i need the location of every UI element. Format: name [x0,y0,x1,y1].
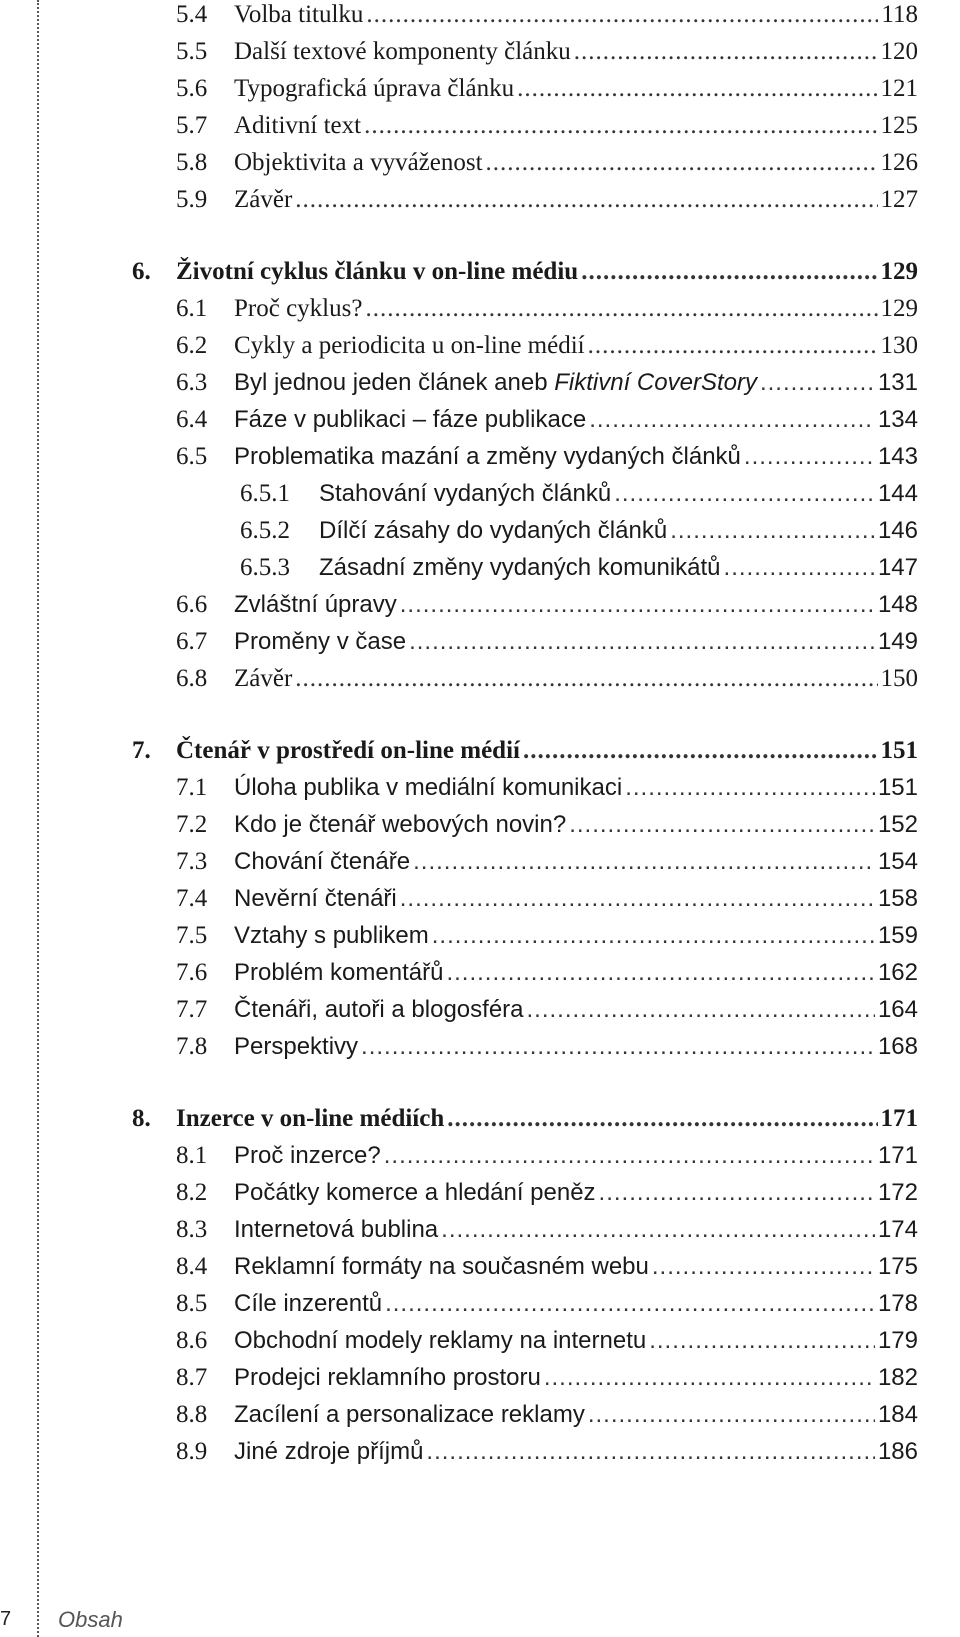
toc-subentry[interactable] [240,550,918,586]
toc-page: 186 [877,1438,918,1465]
toc-number: 7.5 [176,922,208,949]
toc-title: Čtenář v prostředí on-line médií [176,737,520,764]
toc-entry[interactable] [176,807,918,843]
toc-number: 5.4 [176,1,208,28]
toc-page: 154 [877,848,918,875]
toc-number: 6.5.3 [240,554,290,581]
toc-entry[interactable] [176,402,918,438]
toc-title: Proměny v čase [234,628,407,655]
toc-title: Jiné zdroje příjmů [234,1438,424,1465]
dot-leader [400,881,875,917]
toc-page: 151 [877,774,918,801]
dot-leader [446,955,875,991]
toc-entry[interactable] [176,328,918,364]
toc-title: Závěr [234,186,293,213]
toc-number: 5.5 [176,38,208,65]
toc-subentry[interactable] [240,476,918,512]
toc-number: 7.2 [176,811,208,838]
toc-page: 152 [877,811,918,838]
dot-leader [365,291,877,327]
toc-page: 151 [880,737,918,764]
toc-chapter-entry[interactable] [132,733,918,769]
toc-title: Závěr [234,665,293,692]
dot-leader [486,145,878,181]
toc-entry[interactable] [176,1397,918,1433]
dot-leader [569,807,875,843]
toc-title: Úloha publika v mediální komunikaci [234,774,623,801]
toc-number: 6.7 [176,628,208,655]
toc-title: Inzerce v on-line médiích [176,1105,445,1132]
toc-page: 171 [877,1142,918,1169]
toc-page: 168 [877,1033,918,1060]
toc-entry[interactable] [176,291,918,327]
dot-leader [744,439,875,475]
running-head: Obsah [58,1607,123,1632]
toc-page: 127 [880,186,918,213]
toc-page: 182 [877,1364,918,1391]
toc-title: Dílčí zásahy do vydaných článků [319,517,668,544]
toc-page: 147 [877,554,918,581]
toc-title: Proč inzerce? [234,1142,381,1169]
dot-leader [295,661,877,697]
toc-number: 7.4 [176,885,208,912]
toc-title: Problematika mazání a změny vydaných článků [234,443,741,470]
toc-page: 130 [880,332,918,359]
toc-title: Objektivita a vyváženost [234,149,483,176]
toc-entry[interactable] [176,624,918,660]
toc-page: 120 [880,38,918,65]
page-number: 7 [0,1608,12,1630]
toc-entry[interactable] [176,1249,918,1285]
toc-title: Problém komentářů [234,959,444,986]
toc-entry[interactable] [176,145,918,181]
dot-leader [599,1175,875,1211]
toc-title [234,365,757,401]
dot-leader [625,770,875,806]
toc-number: 6.2 [176,332,208,359]
toc-title: Perspektivy [234,1033,359,1060]
toc-page: 118 [881,1,918,28]
toc-number: 7.3 [176,848,208,875]
toc-page: 174 [877,1216,918,1243]
toc-page: 131 [877,369,918,396]
toc-number: 6.3 [176,369,208,396]
toc-title: Nevěrní čtenáři [234,885,397,912]
toc-number: 8.5 [176,1290,208,1317]
toc-title: Další textové komponenty článku [234,38,571,65]
toc-entry[interactable] [176,1212,918,1248]
toc-title: Obchodní modely reklamy na internetu [234,1327,647,1354]
dot-leader [366,0,878,33]
dot-leader [413,844,875,880]
toc-title: Cykly a periodicita u on-line médií [234,332,585,359]
dot-leader [670,513,875,549]
toc-title: Prodejci reklamního prostoru [234,1364,541,1391]
toc-entry[interactable] [176,1175,918,1211]
toc-title: Fáze v publikaci – fáze publikace [234,406,587,433]
toc-number: 6.5 [176,443,208,470]
toc-entry[interactable] [176,439,918,475]
toc-number: 6. [132,258,151,285]
toc-page: 175 [877,1253,918,1280]
toc-page: 179 [877,1327,918,1354]
toc-title: Chování čtenáře [234,848,411,875]
toc-title-italic: Fiktivní CoverStory [554,369,757,396]
toc-title: Aditivní text [234,112,362,139]
toc-page: 125 [880,112,918,139]
dot-leader [441,1212,875,1248]
dot-leader [588,1397,875,1433]
toc-entry[interactable] [176,1138,918,1174]
toc-title: Čtenáři, autoři a blogosféra [234,996,524,1023]
toc-page: 129 [880,295,918,322]
toc-number: 6.4 [176,406,208,433]
toc-page: 172 [877,1179,918,1206]
toc-number: 6.1 [176,295,208,322]
toc-title: Kdo je čtenář webových novin? [234,811,567,838]
toc-title-text: Byl jednou jeden článek aneb [234,369,555,396]
toc-entry[interactable] [176,71,918,107]
toc-number: 7.6 [176,959,208,986]
toc-number: 5.7 [176,112,208,139]
toc-number: 5.6 [176,75,208,102]
toc-entry[interactable] [176,1029,918,1065]
toc-entry[interactable] [176,844,918,880]
toc-page: 150 [880,665,918,692]
dot-leader [447,1101,877,1137]
dot-leader [527,992,875,1028]
toc-number: 8. [132,1105,151,1132]
toc-page: 159 [877,922,918,949]
toc-title: Zvláštní úpravy [234,591,397,618]
toc-entry[interactable] [176,1434,918,1470]
toc-page: 126 [880,149,918,176]
toc-number: 6.5.2 [240,517,290,544]
toc-entry[interactable] [176,108,918,144]
toc-title: Vztahy s publikem [234,922,429,949]
dot-leader [614,476,875,512]
toc-entry[interactable] [176,0,918,33]
toc-title: Proč cyklus? [234,295,363,322]
dot-leader [409,624,875,660]
toc-entry[interactable] [176,365,918,401]
dot-leader [523,733,878,769]
toc-title: Reklamní formáty na současném webu [234,1253,649,1280]
toc-number: 7. [132,737,151,764]
dot-leader [574,34,878,70]
dot-leader [760,365,875,401]
toc-number: 8.6 [176,1327,208,1354]
toc-number: 7.7 [176,996,208,1023]
toc-entry[interactable] [176,918,918,954]
toc-page: 158 [877,885,918,912]
dot-leader [426,1434,875,1470]
toc-subentry[interactable] [240,513,918,549]
dot-leader [295,182,877,218]
toc-page: 148 [877,591,918,618]
dot-leader [652,1249,875,1285]
toc-title: Typografická úprava článku [234,75,515,102]
toc-title: Počátky komerce a hledání peněz [234,1179,596,1206]
dot-leader [588,328,878,364]
dot-leader [649,1323,875,1359]
toc-number: 6.8 [176,665,208,692]
toc-entry[interactable] [176,770,918,806]
toc-page: 149 [877,628,918,655]
toc-title: Volba titulku [234,1,364,28]
toc-entry[interactable] [176,34,918,70]
dot-leader [517,71,877,107]
toc-number: 8.8 [176,1401,208,1428]
toc-entry[interactable] [176,1360,918,1396]
toc-page: 129 [880,258,918,285]
toc-title: Zacílení a personalizace reklamy [234,1401,585,1428]
toc-entry[interactable] [176,992,918,1028]
toc-page: 143 [877,443,918,470]
toc-page: 144 [877,480,918,507]
toc-page: 164 [877,996,918,1023]
toc-number: 8.3 [176,1216,208,1243]
toc-page: 171 [880,1105,918,1132]
dot-leader [361,1029,875,1065]
toc-title: Zásadní změny vydaných komunikátů [319,554,721,581]
toc-title: Životní cyklus článku v on-line médiu [176,258,579,285]
toc-entry[interactable] [176,1286,918,1322]
toc-entry[interactable] [176,955,918,991]
margin-dotted-rule [37,0,39,1637]
toc-entry[interactable] [176,587,918,623]
dot-leader [724,550,875,586]
toc-chapter-entry[interactable] [132,254,918,290]
toc-title: Stahování vydaných článků [319,480,612,507]
toc-number: 8.7 [176,1364,208,1391]
dot-leader [384,1138,875,1174]
toc-number: 5.8 [176,149,208,176]
dot-leader [589,402,875,438]
toc-chapter-entry[interactable] [132,1101,918,1137]
dot-leader [544,1360,875,1396]
toc-page: 162 [877,959,918,986]
toc-number: 8.1 [176,1142,208,1169]
toc-number: 8.2 [176,1179,208,1206]
toc-page: 184 [877,1401,918,1428]
toc-number: 6.6 [176,591,208,618]
dot-leader [581,254,877,290]
toc-title: Cíle inzerentů [234,1290,383,1317]
dot-leader [385,1286,875,1322]
toc-number: 8.4 [176,1253,208,1280]
toc-page: 146 [877,517,918,544]
toc-number: 5.9 [176,186,208,213]
dot-leader [432,918,875,954]
toc-entry[interactable] [176,182,918,218]
toc-page: 134 [877,406,918,433]
dot-leader [400,587,875,623]
toc-page: 121 [880,75,918,102]
toc-number: 8.9 [176,1438,208,1465]
toc-entry[interactable] [176,661,918,697]
toc-entry[interactable] [176,1323,918,1359]
toc-title: Internetová bublina [234,1216,439,1243]
toc-number: 7.8 [176,1033,208,1060]
dot-leader [364,108,877,144]
toc-entry[interactable] [176,881,918,917]
toc-number: 7.1 [176,774,208,801]
toc-page: 178 [877,1290,918,1317]
toc-number: 6.5.1 [240,480,290,507]
